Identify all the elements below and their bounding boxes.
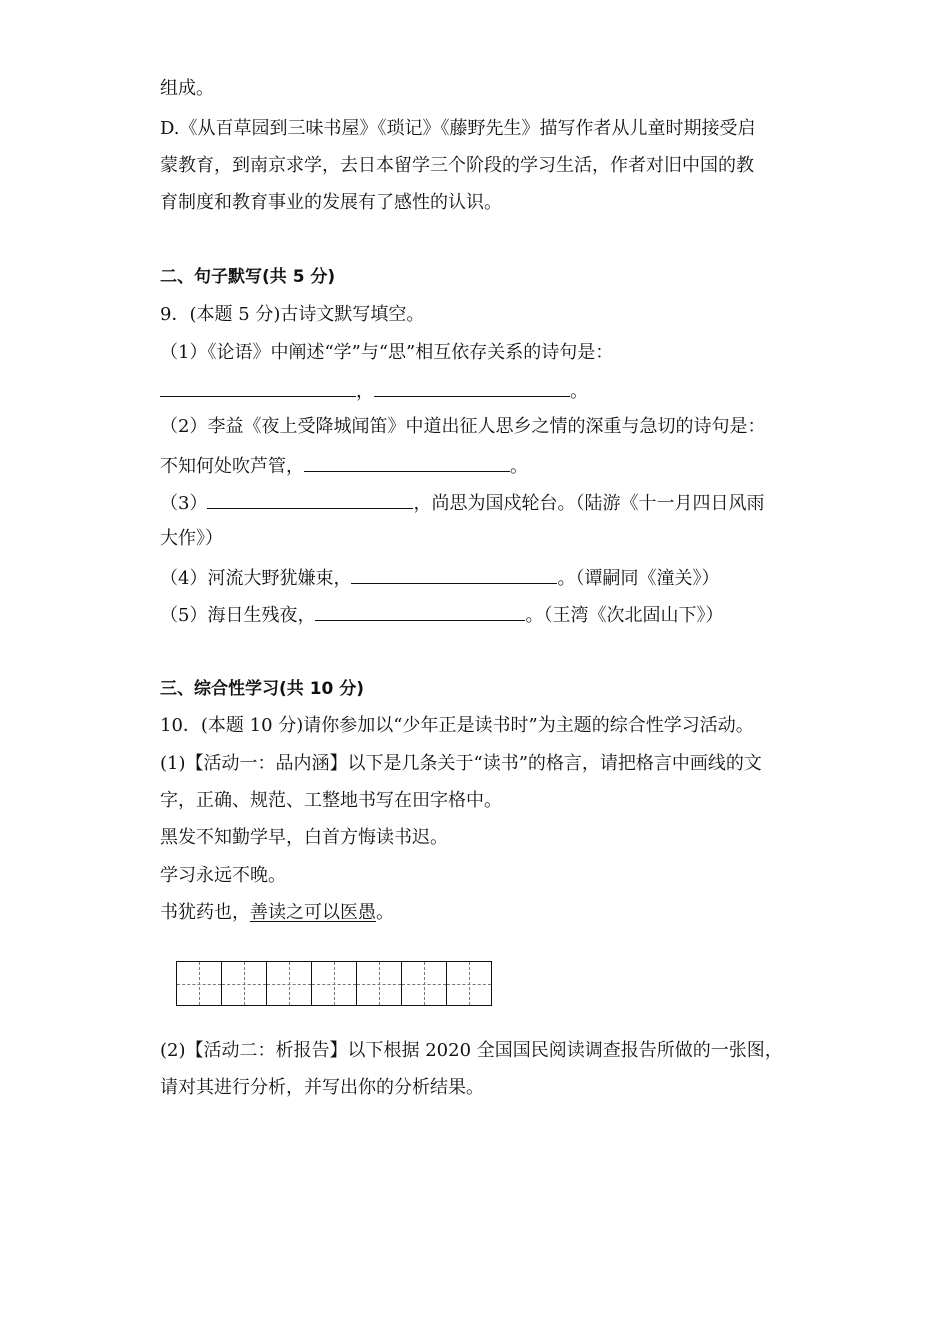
- grid-cell[interactable]: [267, 962, 312, 1005]
- option-d-line: D.《从百草园到三味书屋》《琐记》《藤野先生》描写作者从儿童时期接受启: [160, 118, 756, 139]
- text-line: 组成。: [160, 78, 214, 99]
- activity-1: (1)【活动一：品内涵】以下是几条关于“读书”的格言，请把格言中画线的文: [160, 753, 762, 774]
- grid-cell[interactable]: [312, 962, 357, 1005]
- grid-cell[interactable]: [447, 962, 491, 1005]
- subquestion-2: （2）李益《夜上受降城闻笛》中道出征人思乡之情的深重与急切的诗句是：: [160, 416, 766, 437]
- subquestion-4: （4）河流大野犹嫌束， 。（谭嗣同《潼关》）: [160, 565, 719, 591]
- question-10: 10．(本题 10 分)请你参加以“少年正是读书时”为主题的综合性学习活动。: [160, 715, 754, 736]
- answer-line-1: ， 。: [160, 378, 588, 404]
- text-line: 请对其进行分析，并写出你的分析结果。: [160, 1077, 484, 1098]
- answer-blank[interactable]: [374, 378, 570, 397]
- subquestion-1: （1）《论语》中阐述“学”与“思”相互依存关系的诗句是：: [160, 342, 614, 363]
- quote-line: 黑发不知勤学早，白首方悔读书迟。: [160, 827, 448, 848]
- grid-cell[interactable]: [177, 962, 222, 1005]
- subquestion-5: （5）海日生残夜， 。（王湾《次北固山下》）: [160, 602, 723, 628]
- grid-cell[interactable]: [222, 962, 267, 1005]
- underlined-text: 善读之可以医愚: [250, 902, 376, 923]
- tianzige-grid[interactable]: [176, 961, 492, 1006]
- text-line: 蒙教育，到南京求学，去日本留学三个阶段的学习生活，作者对旧中国的教: [160, 155, 754, 176]
- answer-blank[interactable]: [304, 453, 510, 472]
- text-line: 大作》）: [160, 528, 223, 549]
- answer-blank[interactable]: [207, 490, 413, 509]
- answer-blank[interactable]: [315, 602, 525, 621]
- question-9: 9．(本题 5 分)古诗文默写填空。: [160, 304, 425, 325]
- subquestion-3: （3） ，尚思为国戍轮台。（陆游《十一月四日风雨: [160, 490, 764, 516]
- grid-cell[interactable]: [357, 962, 402, 1005]
- text-line: 字，正确、规范、工整地书写在田字格中。: [160, 790, 502, 811]
- grid-cell[interactable]: [402, 962, 447, 1005]
- answer-blank[interactable]: [160, 378, 356, 397]
- text-line: 育制度和教育事业的发展有了感性的认识。: [160, 192, 502, 213]
- answer-blank[interactable]: [351, 565, 557, 584]
- activity-2: (2)【活动二：析报告】以下根据 2020 全国国民阅读调查报告所做的一张图，: [160, 1040, 783, 1061]
- quote-line: 学习永远不晚。: [160, 865, 286, 886]
- answer-line-2: 不知何处吹芦管， 。: [160, 453, 528, 479]
- section-heading-3: 三、综合性学习(共 10 分): [160, 679, 365, 699]
- section-heading-2: 二、句子默写(共 5 分): [160, 267, 336, 287]
- quote-line: 书犹药也，善读之可以医愚。: [160, 902, 394, 923]
